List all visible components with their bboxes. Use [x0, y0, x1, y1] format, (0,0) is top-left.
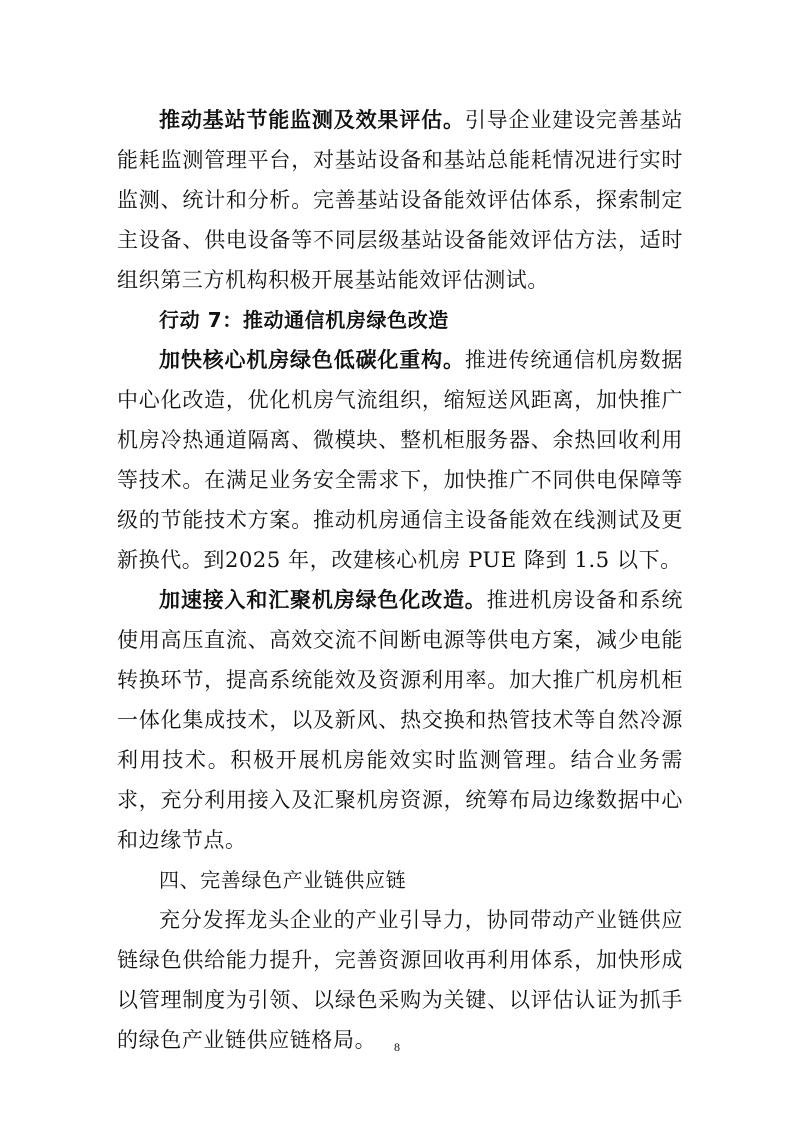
- paragraph-access-room: [117, 580, 683, 860]
- page-number: 8: [394, 1040, 400, 1054]
- paragraph-lead: 加速接入和汇聚机房绿色化改造。: [159, 588, 487, 612]
- section-heading: 四、完善绿色产业链供应链: [159, 868, 407, 892]
- paragraph-supply-chain: [117, 900, 683, 1060]
- paragraph-base-station-monitoring: [117, 100, 683, 300]
- paragraph-lead: 加快核心机房绿色低碳化重构。: [159, 348, 465, 372]
- paragraph-core-room: [117, 340, 683, 580]
- action-heading: 行动 7：推动通信机房绿色改造: [159, 308, 449, 332]
- paragraph-lead: 推动基站节能监测及效果评估。: [159, 108, 465, 132]
- body-text: [117, 100, 683, 1060]
- paragraph-body: 充分发挥龙头企业的产业引导力，协同带动产业链供应链绿色供给能力提升，完善资源回收再利用体系，加快形成以管理制度为引领、以绿色采购为关键、以评估认证为抓手的绿色产业链供应链格局。: [117, 908, 683, 1052]
- paragraph-body: 推进机房设备和系统使用高压直流、高效交流不间断电源等供电方案，减少电能转换环节，提高系统能效及资源利用率。加大推广机房机柜一体化集成技术，以及新风、热交换和热管技术等自然冷源利用技术。积极开展机房能效实时监测管理。结合业务需求，充分利用接入及汇聚机房资源，统筹布局边缘数据中心和边缘节点。: [117, 588, 684, 852]
- paragraph-body: 推进传统通信机房数据中心化改造，优化机房气流组织，缩短送风距离，加快推广机房冷热通道隔离、微模块、整机柜服务器、余热回收利用等技术。在满足业务安全需求下，加快推广不同供电保障等级的节能技术方案。推动机房通信主设备能效在线测试及更新换代。到2025 年，改建核心机房 PUE 降到 1.5 以下。: [117, 348, 684, 572]
- paragraph-body: 引导企业建设完善基站能耗监测管理平台，对基站设备和基站总能耗情况进行实时监测、统计和分析。完善基站设备能效评估体系，探索制定主设备、供电设备等不同层级基站设备能效评估方法，适时组织第三方机构积极开展基站能效评估测试。: [117, 108, 684, 292]
